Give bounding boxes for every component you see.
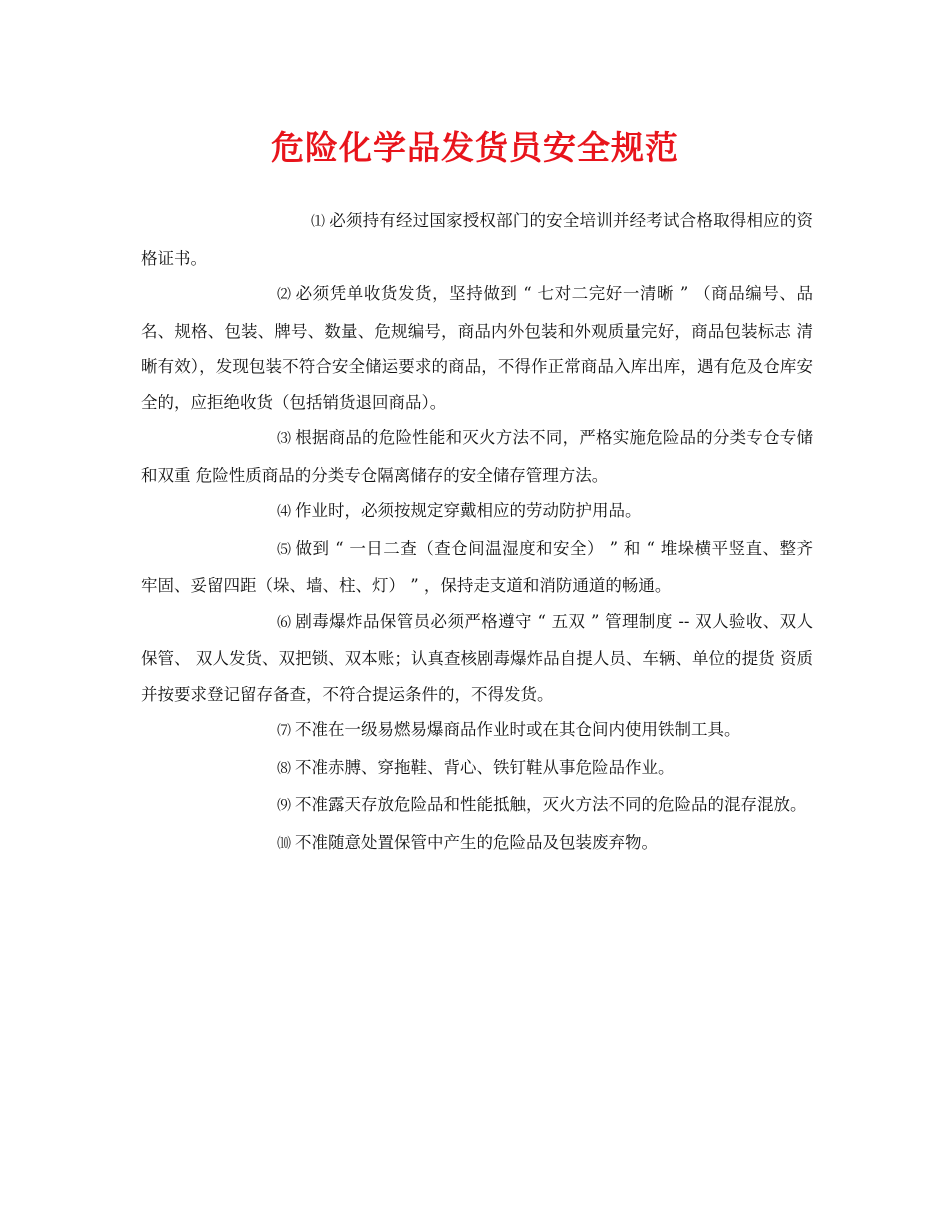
rule-number: ⑸ — [277, 541, 292, 558]
rule-text: 做到 “ 一日二查（查仓间温湿度和安全） ” 和 “ 堆垛横平竖直、整齐牢固、妥留四距（垛、墙、柱、灯） ” ，保持走支道和消防通道的畅通。 — [141, 538, 814, 595]
rule-item — [141, 276, 813, 420]
rule-item — [141, 420, 813, 493]
rule-number: ⑶ — [277, 431, 292, 447]
rule-number: ⑷ — [277, 504, 291, 520]
rule-text: 不准随意处置保管中产生的危险品及包装废弃物。 — [295, 832, 658, 852]
rule-number: ⑵ — [277, 287, 292, 303]
rule-item — [141, 787, 813, 825]
rule-number: ⑽ — [277, 835, 291, 852]
document-body — [141, 203, 813, 862]
rule-number: ⑻ — [277, 760, 291, 777]
rule-text: 不准露天存放危险品和性能抵触，灭火方法不同的危险品的混存混放。 — [295, 795, 807, 814]
rule-text: 根据商品的危险性能和灭火方法不同，严格实施危险品的分类专仓专储和双重 危险性质商品的分类专仓隔离储存的安全储存管理方法。 — [141, 428, 814, 485]
rule-text: 作业时，必须按规定穿戴相应的劳动防护用品。 — [295, 501, 642, 520]
rule-item — [141, 825, 813, 863]
rule-item — [141, 750, 813, 788]
rule-item — [141, 493, 813, 531]
rule-text: 不准赤膊、穿拖鞋、背心、铁钉鞋从事危险品作业。 — [295, 757, 675, 777]
rule-text: 剧毒爆炸品保管员必须严格遵守 “ 五双 ” 管理制度 -- 双人验收、双人保管、 双人发货、双把锁、双本账；认真查核剧毒爆炸品自提人员、车辆、单位的提货 资质并按要求登记留存备查，不符合提运条件的，不得发货。 — [141, 611, 814, 704]
rule-item — [141, 203, 813, 276]
rule-text: 必须持有经过国家授权部门的安全培训并经考试合格取得相应的资格证书。 — [141, 211, 814, 268]
document-title: 危险化学品发货员安全规范 — [271, 128, 679, 167]
rule-item — [141, 604, 813, 713]
rule-item — [141, 531, 813, 604]
rule-number: ⑴ — [311, 214, 326, 230]
rule-text: 不准在一级易燃易爆商品作业时或在其仓间内使用铁制工具。 — [295, 720, 741, 739]
rule-text: 必须凭单收货发货，坚持做到 “ 七对二完好一清晰 ” （商品编号、品名、规格、包装、牌号、数量、危规编号，商品内外包装和外观质量完好，商品包装标志 清晰有效），发现包装不符合安全储运要求的商品，不得作正常商品入库出库，遇有危及仓库安全的，应拒绝收货（包括销货退回商品）。 — [141, 284, 814, 412]
rule-number: ⑹ — [277, 614, 292, 631]
rule-number: ⑼ — [277, 798, 291, 814]
rule-item — [141, 712, 813, 750]
rule-number: ⑺ — [277, 723, 291, 739]
